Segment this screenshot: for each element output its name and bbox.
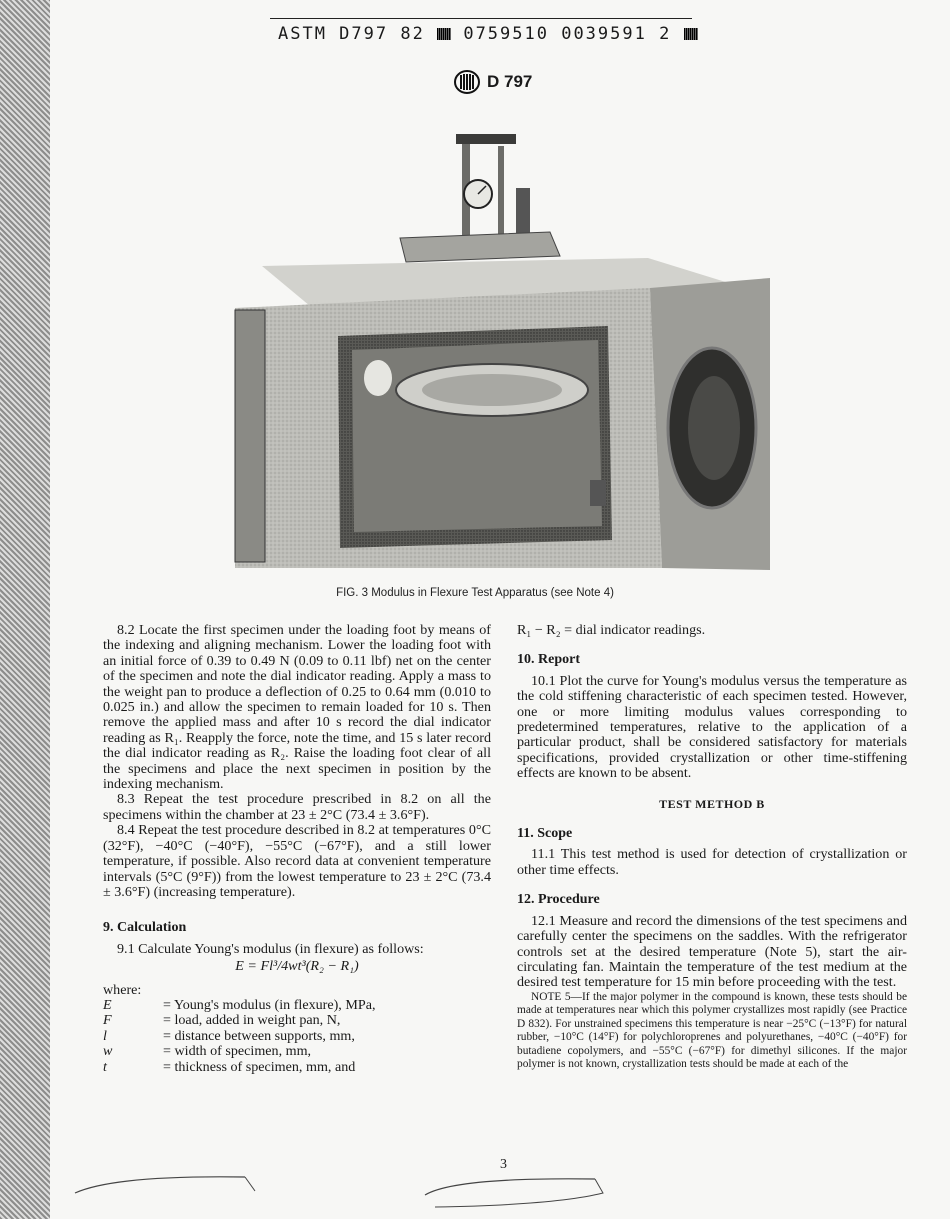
astm-logo-icon xyxy=(453,70,481,94)
scan-artifact-bottom xyxy=(55,1165,935,1215)
section-9-heading: 9. Calculation xyxy=(103,920,187,936)
definition-text: = load, added in weight pan, N, xyxy=(163,1012,341,1029)
note-5: NOTE 5—If the major polymer in the compound is known, these tests should be made at temperatures near which this polymer crystallizes most rapidly (see Practice D 832). For unstrained specimens this temperature is near −25°C (−13°F) for natural rubber, −10°C (14°F) for polychloroprenes and polyurethanes, −40°C (−40°F) for butadiene copolymers, and −55°C (−67°F) for dimethyl silicones. If the major polymer is not known, crystallization tests should be made at each of the xyxy=(517,990,907,1071)
definition-symbol: w xyxy=(103,1043,113,1060)
definition-symbol: F xyxy=(103,1012,112,1029)
variable-definitions xyxy=(103,998,491,1075)
redaction-block-2 xyxy=(684,28,698,40)
definition-text: = distance between supports, mm, xyxy=(163,1027,355,1044)
lamp xyxy=(364,360,392,396)
definition-symbol: l xyxy=(103,1027,107,1044)
document-code-header xyxy=(278,24,698,44)
definition-text: = Young's modulus (in flexure), MPa, xyxy=(163,996,376,1013)
designation-label: D 797 xyxy=(487,72,533,91)
definition-symbol: t xyxy=(103,1058,107,1075)
document-code-part-2: 0759510 0039591 2 xyxy=(463,24,672,44)
scan-edge-artifact xyxy=(0,0,50,1219)
figure-caption: FIG. 3 Modulus in Flexure Test Apparatus (see Note 4) xyxy=(336,587,614,599)
designation-header xyxy=(453,70,532,94)
section-10-heading: 10. Report xyxy=(517,652,580,668)
definition-symbol: E xyxy=(103,996,112,1013)
right-column xyxy=(517,623,907,1072)
paragraph-11-1: 11.1 This test method is used for detection of crystallization or other time effects. xyxy=(517,846,907,878)
header-rule xyxy=(270,18,692,19)
section-11-heading: 11. Scope xyxy=(517,826,573,842)
document-code-part-1: ASTM D797 82 xyxy=(278,24,425,44)
where-label: where: xyxy=(103,981,142,998)
left-column xyxy=(103,623,491,1075)
test-method-b-heading: TEST METHOD B xyxy=(659,796,765,811)
page-number: 3 xyxy=(500,1157,507,1172)
youngs-modulus-formula: E = Fl³/4wt³(R₂ − R₁) xyxy=(235,958,359,975)
test-apparatus-figure xyxy=(230,128,770,570)
section-12-heading: 12. Procedure xyxy=(517,892,600,908)
paragraph-8-3: 8.3 Repeat the test procedure prescribed in 8.2 on all the specimens within the chamber at 23 ± 2°C (73.4 ± 3.6°F). xyxy=(103,791,491,823)
definition-text: = thickness of specimen, mm, and xyxy=(163,1058,356,1075)
definition-text: = width of specimen, mm, xyxy=(163,1043,312,1060)
paragraph-8-4: 8.4 Repeat the test procedure described in 8.2 at temperatures 0°C (32°F), −40°C (−40°F), −55°C (−67°F), and a still lower temperature, if possible. Also record data at convenient temperature intervals (5°C (9°F)) from the lowest temperature to 23 ± 2°C (73.4 ± 3.6°F) (increasing temperature). xyxy=(103,822,491,900)
paragraph-8-2: 8.2 Locate the first specimen under the loading foot by means of the indexing and aligning mechanism. Lower the loading foot with an initial force of 0.39 to 0.49 N (0.09 to 0.11 lbf) net on the center of the specimen and note the dial indicator reading. Apply a mass to the weight pan to produce a deflection of 0.25 to 0.64 mm (0.010 to 0.025 in.) and allow the specimen to remain loaded for 10 s. Then remove the applied mass and after 10 s record the dial indicator reading as R₁. Reapply the force, note the time, and 15 s later record the dial indicator reading as R₂. Raise the loading foot clear of all the specimens and place the next specimen in position by the indexing mechanism. xyxy=(103,622,491,793)
dial-reading-definition: R₁ − R₂ = dial indicator readings. xyxy=(517,622,706,638)
paragraph-10-1: 10.1 Plot the curve for Young's modulus versus the temperature as the cold stiffening characteristic of each specimen tested. However, one or more limiting modulus values corresponding to predetermined temperatures, relative to the application of a particular product, shall be considered satisfactory for materials specifications, provided crystallization or other time-stiffening effects are known to be absent. xyxy=(517,672,907,782)
paragraph-9-1: 9.1 Calculate Young's modulus (in flexure) as follows: xyxy=(117,940,424,957)
paragraph-12-1: 12.1 Measure and record the dimensions of the test specimens and carefully center the specimens on the saddles. With the refrigerator controls set at the desired temperature (Note 5), start the air-circulating fan. Maintain the temperature of the test medium at the desired test temperature for 15 min before proceeding with the test. xyxy=(517,912,907,991)
chamber-door xyxy=(235,310,265,562)
redaction-block-1 xyxy=(437,28,451,40)
